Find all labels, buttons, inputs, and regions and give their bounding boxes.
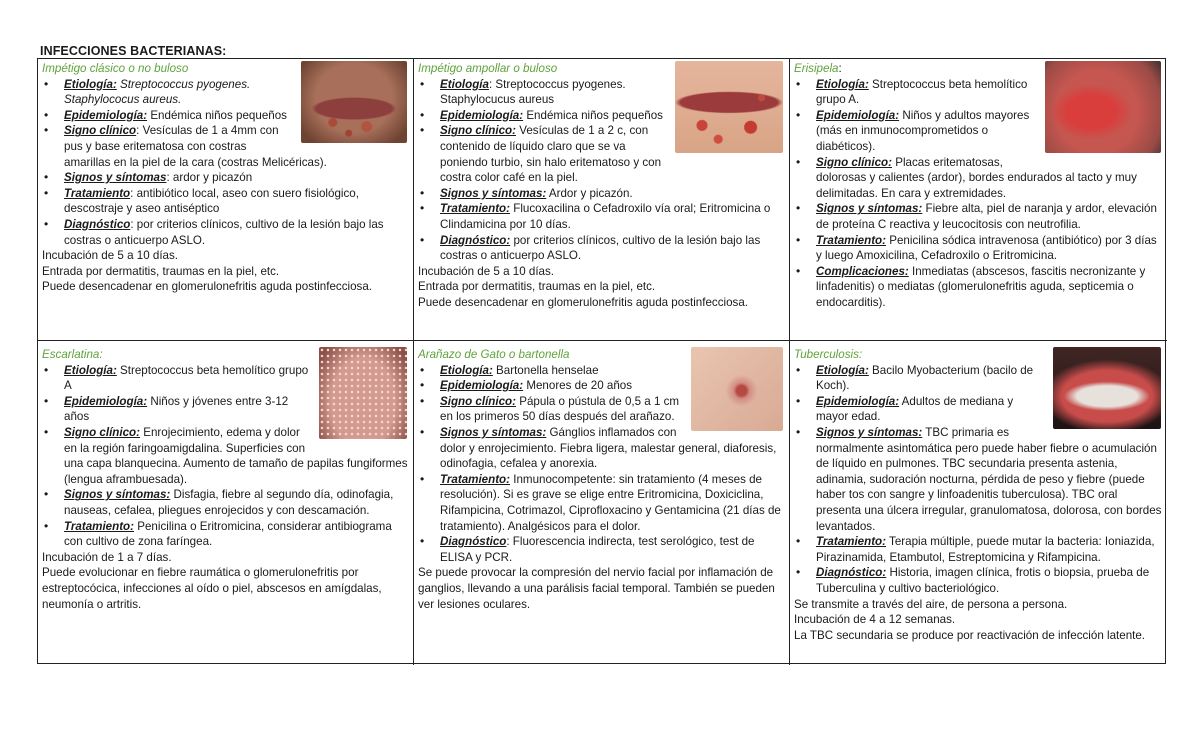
disease-name: Tuberculosis: (794, 348, 863, 361)
list-item: • Signo clínico: Enrojecimiento, edema y dolor en la región faringoamigdalina. Superficies con una capa blanquecina. Aumento de tamaño de papilas fungiformes (lengua aframbuesada). (42, 425, 409, 487)
disease-name: Escarlatina: (42, 348, 103, 361)
note: Entrada por dermatitis, traumas en la piel, etc. (42, 264, 280, 278)
list-item: • Diagnóstico: por criterios clínicos, cultivo de la lesión bajo las costras o anticuerpo ASLO. (42, 217, 409, 248)
note: Entrada por dermatitis, traumas en la piel, etc. (418, 280, 656, 294)
list-item: • Complicaciones: Inmediatas (abscesos, fascitis necronizante y linfadenitis) o mediatas (glomerulonefritis aguda, septicemia o endocarditis). (794, 264, 1163, 311)
list-item: • Etiología: Bartonella henselae (418, 363, 785, 379)
list-item: • Tratamiento: Penicilina sódica intravenosa (antibiótico) por 3 días y luego Amoxicilina, Cefadroxilo o Eritromicina. (794, 233, 1163, 264)
note: Se puede provocar la compresión del nervio facial por inflamación de ganglios, llevando a una parálisis facial temporal. También se pueden ver lesiones oculares. (418, 566, 775, 611)
list-item: • Signos y síntomas: Gánglios inflamados con dolor y enrojecimiento. Fiebra ligera, malestar general, diaforesis, odinofagia, cefalea y anorexia. (418, 425, 785, 472)
list-item: • Signos y síntomas: Disfagia, fiebre al segundo día, odinofagia, nauseas, cefalea, pliegues enrojecidos y con descamación. (42, 487, 409, 518)
list-item: • Etiología: Streptococcus beta hemolítico grupo A. (794, 77, 1163, 108)
list-item: • Epidemiología: Adultos de mediana y mayor edad. (794, 394, 1163, 425)
cell-aranazo-de-gato (414, 341, 790, 665)
note: Se transmite a través del aire, de persona a persona. (794, 597, 1068, 611)
disease-name: Arañazo de Gato o bartonella (418, 348, 570, 361)
note: Incubación de 4 a 12 semanas. (794, 613, 956, 627)
list-item: • Epidemiología: Menores de 20 años (418, 378, 785, 394)
list-item: • Signo clínico: Vesículas de 1 a 4mm con pus y base eritematosa con costras amarillas en la piel de la cara (costras Melicéricas). (42, 123, 409, 170)
note: La TBC secundaria se produce por reactivación de infección latente. (794, 628, 1146, 642)
list-item: • Signos y síntomas: Ardor y picazón. (418, 186, 785, 202)
list-item: • Etiología: Streptococcus pyogenes. Staphylococus aureus. (42, 77, 409, 108)
list-item: • Signo clínico: Vesículas de 1 a 2 c, con contenido de líquido claro que se va poniendo turbio, sin halo eritematoso y con costra color café en la piel. (418, 123, 785, 185)
infections-table (37, 58, 1166, 664)
note: Incubación de 1 a 7 días. (42, 550, 172, 564)
list-item: • Epidemiología: Endémica niños pequeños (42, 108, 409, 124)
cell-impetigo-bulloso (414, 59, 790, 341)
list-item: • Etiología: Streptococcus beta hemolítico grupo A (42, 363, 409, 394)
cell-tuberculosis (790, 341, 1167, 665)
list-item: • Diagnóstico: Historia, imagen clínica, frotis o biopsia, prueba de Tuberculina y cultivo bacteriológico. (794, 565, 1163, 596)
list-item: • Tratamiento: Terapia múltiple, puede mutar la bacteria: Ioniazida, Pirazinamida, Etambutol, Estreptomicina y Rifampicina. (794, 534, 1163, 565)
list-item: • Signos y síntomas: Fiebre alta, piel de naranja y ardor, elevación de proteína C reactiva y leucocitosis con neutrofilia. (794, 201, 1163, 232)
list-item: • Signos y síntomas: ardor y picazón (42, 170, 409, 186)
note: Puede evolucionar en fiebre raumática o glomerulonefritis por estreptocócica, infecciones al oído o piel, abscesos en amígdalas, neumonía o artritis. (42, 566, 382, 611)
list-item: • Tratamiento: Inmunocompetente: sin tratamiento (4 meses de resolución). Si es grave se elige entre Eritromicina, Doxiciclina, Rifampicina, Cotrimazol, Ciprofloxacino y Gentamicina (21 días de tratamiento). Analgésicos para el dolor. (418, 472, 785, 534)
list-item: • Tratamiento: Flucoxacilina o Cefadroxilo vía oral; Eritromicina o Clindamicina por 10 días. (418, 201, 785, 232)
disease-name: Erisipela: (794, 62, 842, 75)
list-item: • Etiología: Streptococcus pyogenes. Staphylocucus aureus (418, 77, 785, 108)
disease-name: Impétigo ampollar o buloso (418, 62, 558, 75)
cell-impetigo (38, 59, 414, 341)
cell-escarlatina (38, 341, 414, 665)
list-item: • Etiología: Bacilo Myobacterium (bacilo de Koch). (794, 363, 1163, 394)
note: Incubación de 5 a 10 días. (418, 264, 555, 278)
note: Incubación de 5 a 10 días. (42, 249, 179, 263)
note: Puede desencadenar en glomerulonefritis aguda postinfecciosa. (42, 280, 372, 294)
note: Puede desencadenar en glomerulonefritis aguda postinfecciosa. (418, 295, 748, 309)
list-item: • Diagnóstico: por criterios clínicos, cultivo de la lesión bajo las costras o anticuerpo ASLO. (418, 233, 785, 264)
list-item: • Epidemiología: Niños y jóvenes entre 3-12 años (42, 394, 409, 425)
list-item: • Tratamiento: antibiótico local, aseo con suero fisiológico, descostraje y aseo antiséptico (42, 186, 409, 217)
list-item: • Epidemiología: Niños y adultos mayores (más en inmunocomprometidos o diabéticos). (794, 108, 1163, 155)
cell-erisipela (790, 59, 1167, 341)
list-item: • Diagnóstico: Fluorescencia indirecta, test serológico, test de ELISA y PCR. (418, 534, 785, 565)
list-item: • Signo clínico: Pápula o pústula de 0,5 a 1 cm en los primeros 50 días después del arañazo. (418, 394, 785, 425)
document-title: INFECCIONES BACTERIANAS: (40, 44, 227, 58)
list-item: • Signo clínico: Placas eritematosas, dolorosas y calientes (ardor), bordes endurados al tacto y muy delimitadas. En cara y extremidades. (794, 155, 1163, 202)
list-item: • Tratamiento: Penicilina o Eritromicina, considerar antibiograma con cultivo de zona faríngea. (42, 519, 409, 550)
list-item: • Epidemiología: Endémica niños pequeños (418, 108, 785, 124)
list-item: • Signos y síntomas: TBC primaria es normalmente asintomática pero puede haber fiebre o acumulación de líquido en pulmones. TBC secundaria presenta astenia, adinamia, sudoración nocturna, pérdida de peso y fiebre (puede haber tos con sangre y linfoadenitis tuberculosa). TBC oral presenta una úlcera irregular, granulomatosa, dolorosa, con bordes levantados. (794, 425, 1163, 534)
disease-name: Impétigo clásico o no buloso (42, 62, 189, 75)
